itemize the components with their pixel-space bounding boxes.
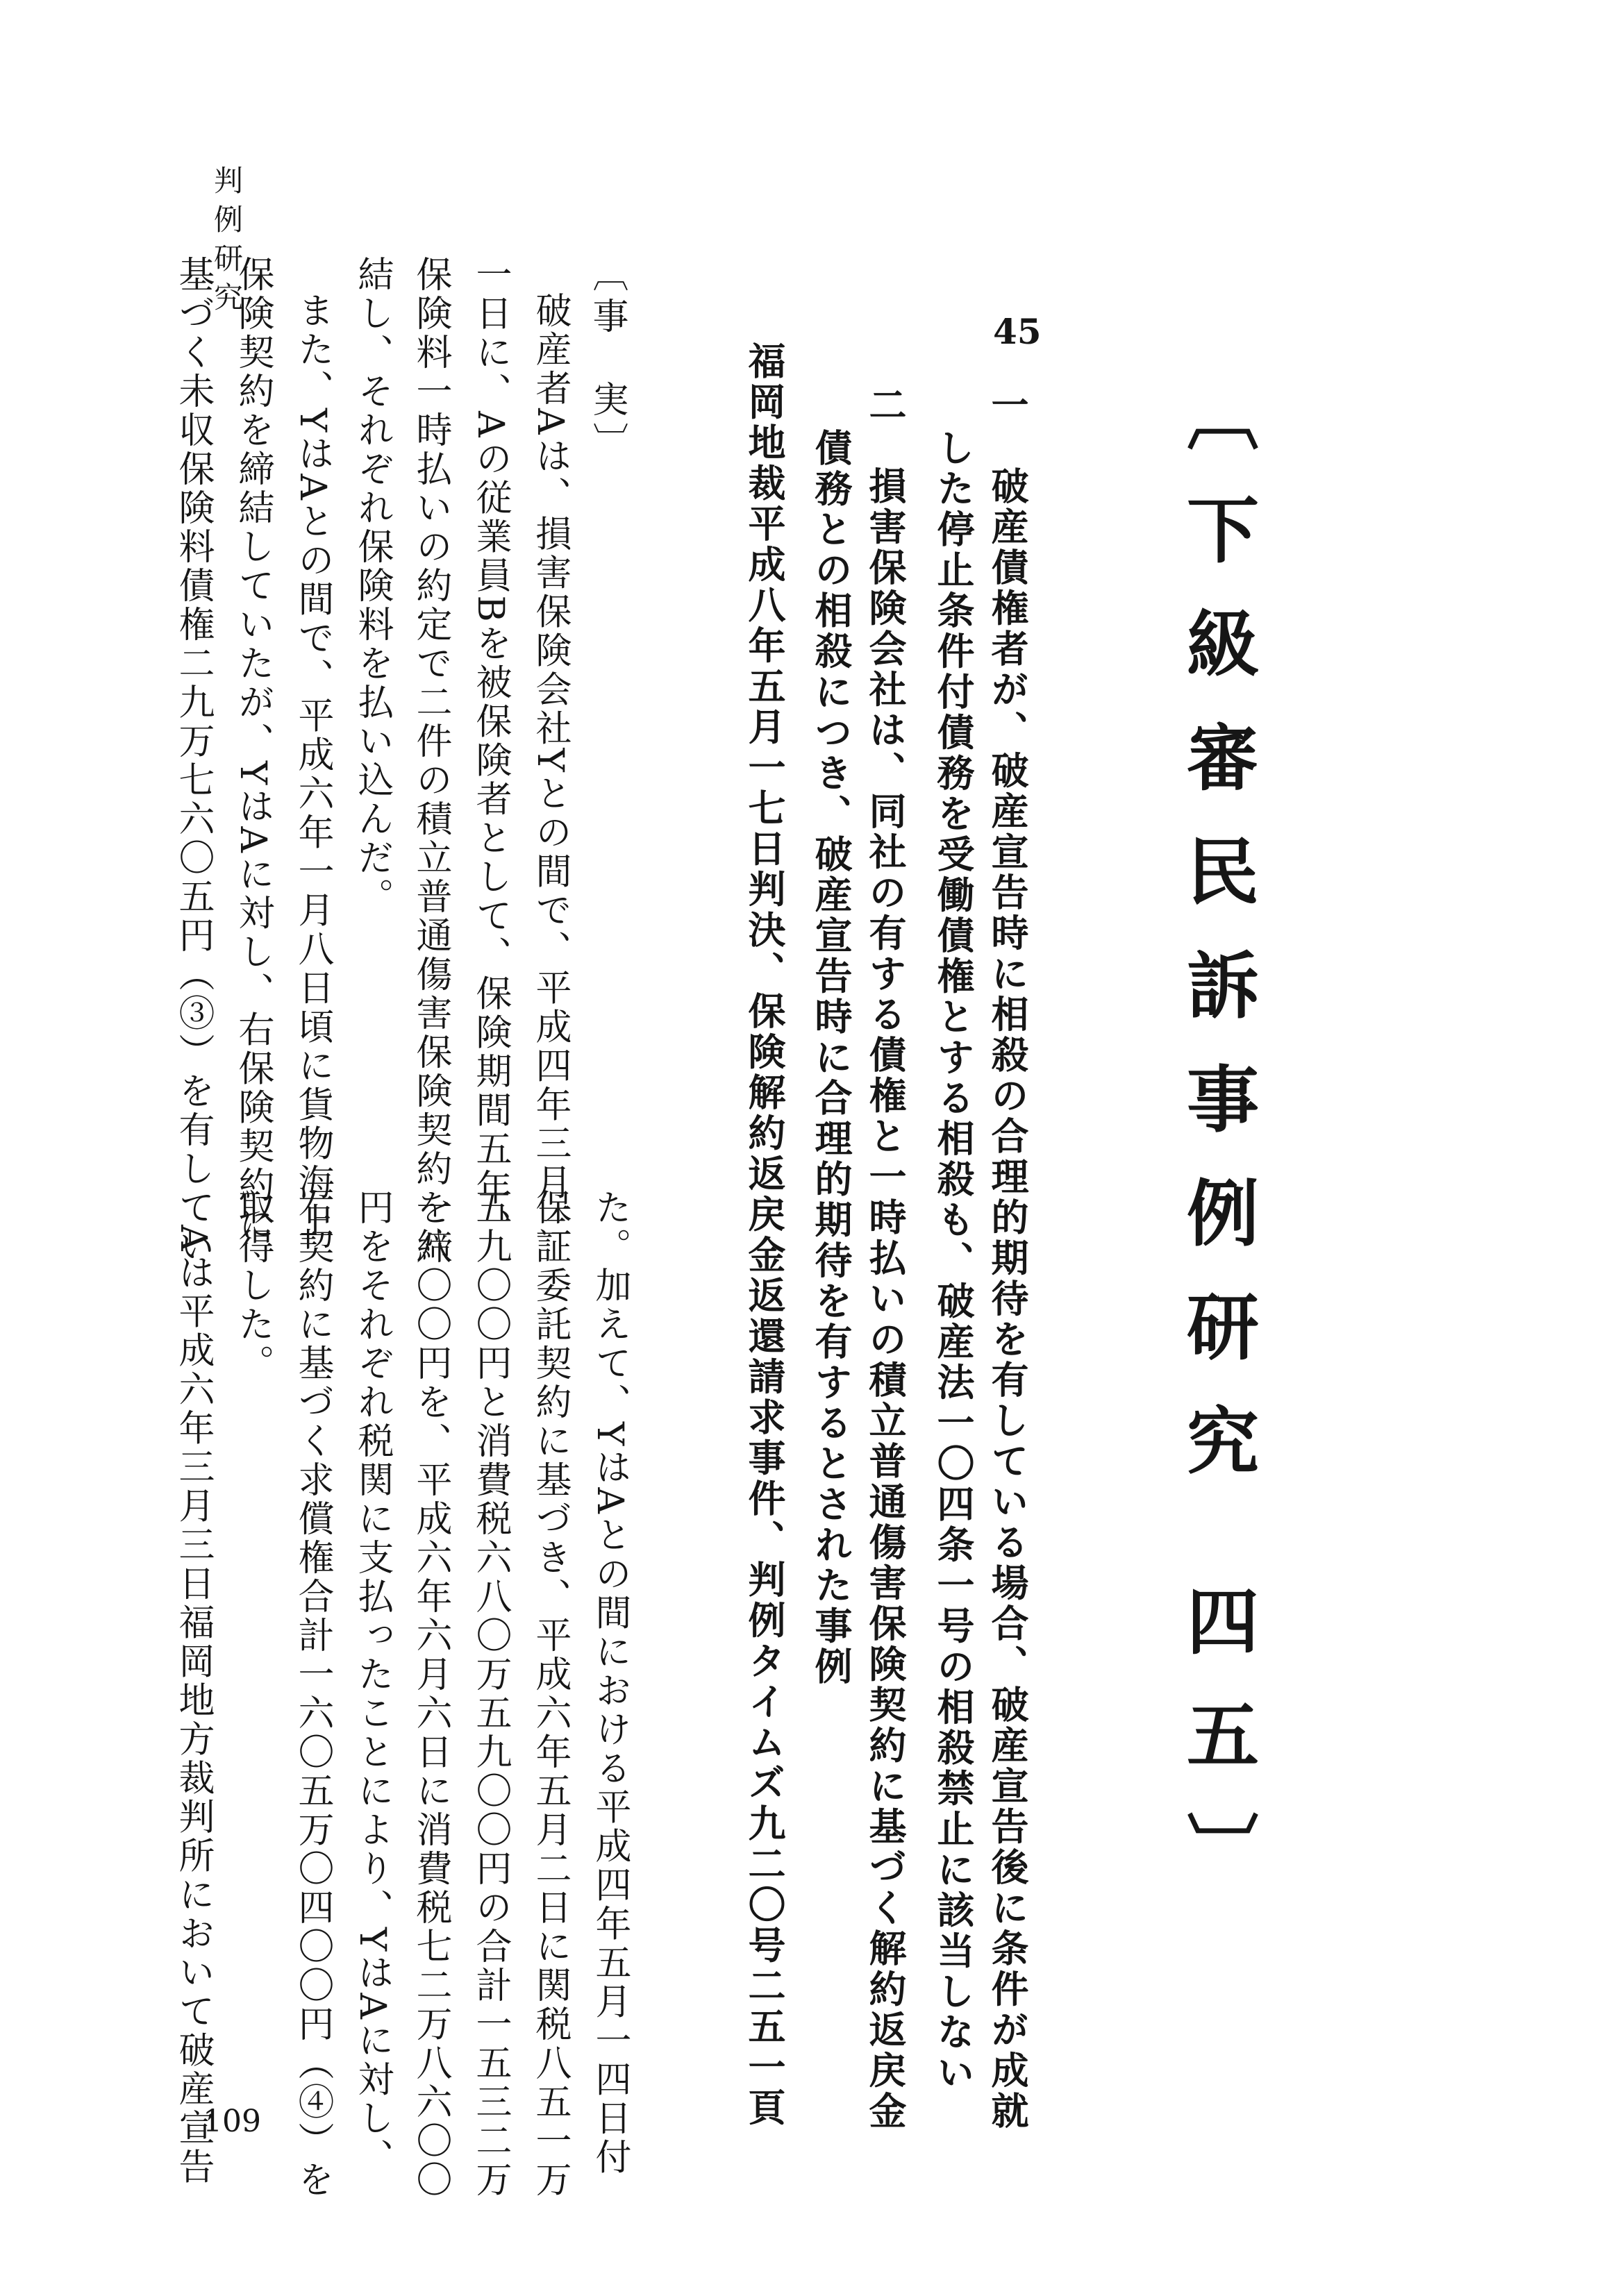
body-line: 基づく未収保険料債権二九万七六〇五円（③）を有してい xyxy=(172,255,214,1266)
headnote-line: した停止条件付債務を受働債権とする相殺も、破産法一〇四条一号の相殺禁止に該当しない xyxy=(931,428,976,2094)
body-line: 五九〇〇円と消費税六八〇万五九〇〇円の合計一五三二万 xyxy=(469,1189,511,2199)
body-line: 一八〇〇円を、平成六年六月六日に消費税七二万八六〇〇 xyxy=(410,1189,451,2199)
case-number: 45 xyxy=(993,311,1042,352)
body-line: 取得した。 xyxy=(232,1189,274,1383)
headnote-line: 福岡地裁平成八年五月一七日判決、保険解約返戻金返還請求事件、判例タイムズ九二〇号二五一頁 xyxy=(742,342,787,2129)
headnote-line: 二 損害保険会社は、同社の有する債権と一時払いの積立普通傷害保険契約に基づく解約返戻金 xyxy=(863,385,908,2132)
body-line: 保証委託契約に基づき、平成六年五月二日に関税八五一万 xyxy=(529,1189,571,2199)
body-line: 保険料一時払いの約定で二件の積立普通傷害保険契約を締 xyxy=(410,255,451,1266)
body-line: Aは平成六年三月三日福岡地方裁判所において破産宣告 xyxy=(172,1225,214,2187)
body-line: 結し、それぞれ保険料を払い込んだ。 xyxy=(351,255,393,916)
headnote-line: 債務との相殺につき、破産宣告時に合理的期待を有するとされた事例 xyxy=(809,428,853,1688)
headnote-line: 一 破産債権者が、破産宣告時に相殺の合理的期待を有している場合、破産宣告後に条件が成就 xyxy=(985,385,1030,2132)
body-line: 保険契約を締結していたが、YはAに対し、右保険契約に xyxy=(232,255,274,1244)
body-line: 右契約に基づく求償権合計一六〇五万〇四〇〇円（④）を xyxy=(292,1189,333,2199)
page-number: 109 xyxy=(203,2104,261,2139)
body-line: 円をそれぞれ税関に支払ったことにより、YはAに対し、 xyxy=(351,1189,393,2177)
body-line: た。加えて、YはAとの間における平成四年五月一四日付 xyxy=(589,1189,631,2177)
facts-heading: 〔事 実〕 xyxy=(586,255,628,464)
body-line: 一日に、Aの従業員Bを被保険者として、保険期間五年、 xyxy=(469,255,511,1247)
running-head: 判例研究 xyxy=(210,165,244,321)
section-title: 〔下級審民訴事例研究 四五〕 xyxy=(1174,378,1260,1926)
body-line: また、YはAとの間で、平成六年一月八日頃に貨物海上 xyxy=(292,292,333,1241)
body-line: 破産者Aは、損害保険会社Yとの間で、平成四年三月三 xyxy=(529,292,571,1241)
